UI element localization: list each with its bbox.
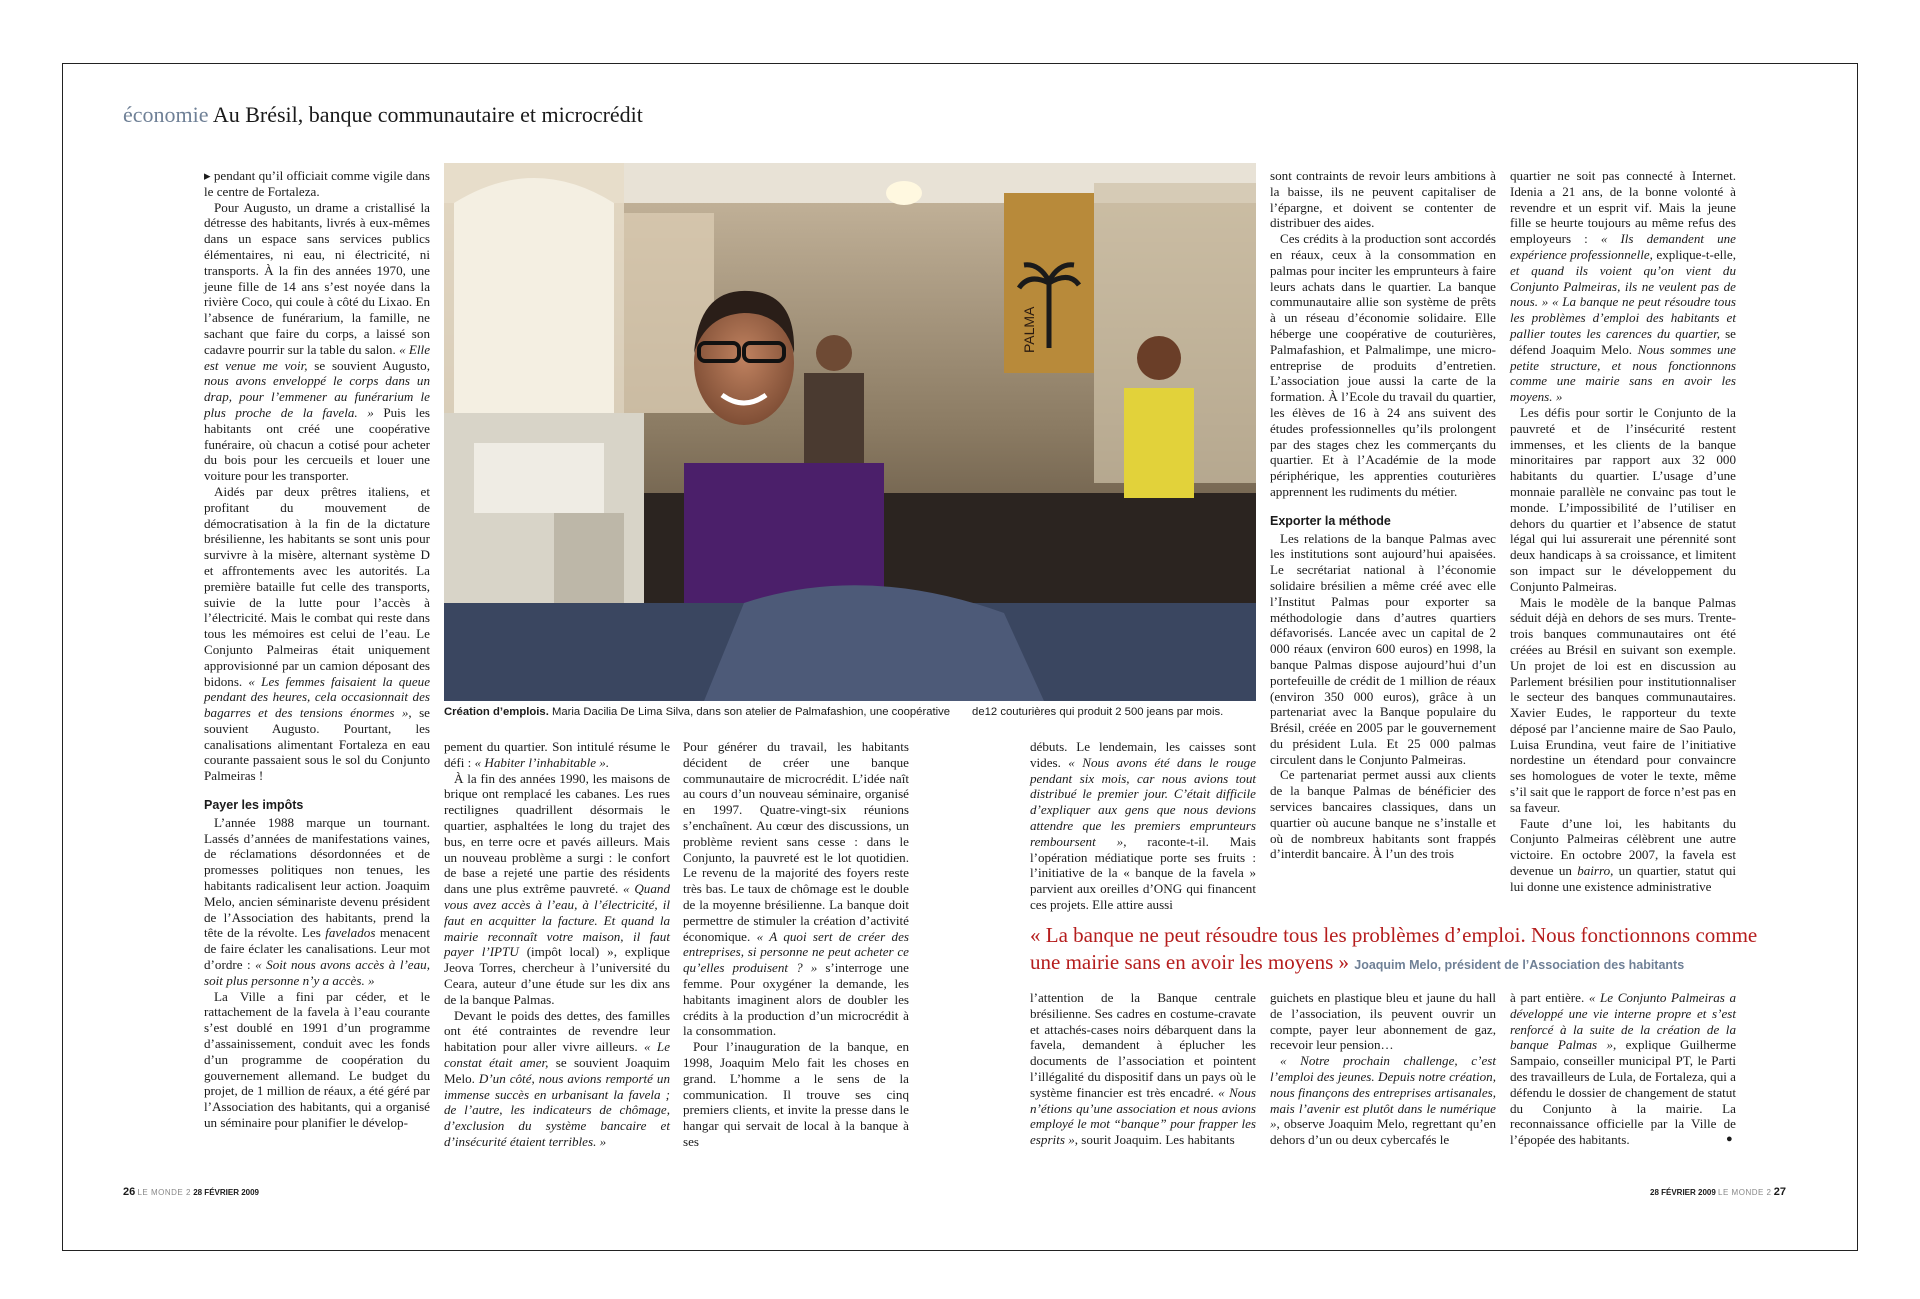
section-label: économie — [123, 102, 209, 127]
paragraph: Pour générer du travail, les habitants décident de créer une banque communautaire de microcrédit. L’idée naît au cours d’un nouveau séminaire, organisé en 1997. Quatre-vingt-six réunions s’enchaînent. Au cœur des discussions, un problème revient sans cesse : dans le Conjunto, la pauvreté est le lot quotidien. Le revenu de la majorité des foyers reste très bas. Le taux de chômage est le double de la moyenne brésilienne. La banque doit permettre de stimuler la création d’activité économique. « A quoi sert de créer des entreprises, si personne ne peut acheter ce qu’elles produisent ? » s’interroge une femme. Pour oxygéner la demande, les habitants imaginent alors de doubler les crédits à la production d’un microcrédit à la consommation. — [683, 739, 909, 1039]
publication-name: LE MONDE 2 — [1718, 1188, 1772, 1197]
column-2 — [444, 739, 670, 1150]
page-number: 27 — [1773, 1186, 1786, 1198]
paragraph: Mais le modèle de la banque Palmas séduit déjà en dehors de ses murs. Trente-trois banques communautaires ont été créées au Brésil en suivant son exemple. Un projet de loi est en discussion au Parlement brésilien pour institutionnaliser le secteur des banques communautaires. Xavier Eudes, le rapporteur du texte déposé par l’ancienne maire de Sao Paulo, Luisa Erundina, veut faire de l’initiative nordestine un étendard pour convaincre ses homologues de voter le texte, même s’il sait que le rapport de force n’est pas en sa faveur. — [1510, 594, 1736, 815]
footer-left — [123, 1186, 259, 1198]
paragraph: Les défis pour sortir le Conjunto de la pauvreté et de l’insécurité restent immenses, et les clients de la banque minoritaires par rapport aux 32 000 habitants du quartier. L’usage d’une monnaie parallèle ne convainc pas tout le monde. L’impossibilité de l’utiliser en dehors du quartier et l’absence de statut légal qui lui assurerait une pérennité sont deux handicaps à sa croissance, et limitent son impact sur le développement du Conjunto Palmeiras. — [1510, 404, 1736, 594]
paragraph: Faute d’une loi, les habitants du Conjunto Palmeiras célèbrent une autre victoire. En octobre 2007, la favela est devenue un bairro, un quartier, statut qui lui donne une existence administrative — [1510, 815, 1736, 894]
paragraph: À la fin des années 1990, les maisons de brique ont remplacé les cabanes. Les rues rectilignes quadrillent désormais le quartier, asphaltées le long du trajet des bus, en terre ocre et pavés ailleurs. Mais un nouveau problème a surgi : le confort de base a rejeté une partie des résidents dans une plus extrême pauvreté. « Quand vous avez accès à l’eau, à l’électricité, il faut en acquitter la facture. Et quand la mairie reconnaît votre maison, il faut payer l’IPTU (impôt local) », explique Jeova Torres, chercheur à l’université du Ceara, auteur d’une étude sur les dix ans de la banque Palmas. — [444, 770, 670, 1007]
paragraph: pement du quartier. Son intitulé résume le défi : « Habiter l’inhabitable ». — [444, 739, 670, 770]
workshop-photo — [444, 163, 1256, 701]
page-header — [123, 102, 643, 128]
issue-date: 28 FÉVRIER 2009 — [193, 1188, 259, 1197]
pull-quote-attribution: Joaquim Melo, président de l’Association des habitants — [1354, 958, 1685, 972]
paragraph: L’année 1988 marque un tournant. Lassés d’années de manifestations vaines, de réclamations désordonnées et de promesses politiques non tenues, les habitants radicalisent leur action. Joaquim Melo, ancien séminariste devenu président de l’Association des habitants, prend la tête de la révolte. Les favelados menacent de faire éclater les canalisations. Leur mot d’ordre : « Soit nous avons accès à l’eau, soit plus personne n’y a accès. » — [204, 814, 430, 988]
paragraph: quartier ne soit pas connecté à Internet. Idenia a 21 ans, de la bonne volonté à revendre et un esprit vif. Mais la jeune fille se heurte toujours au même refus des employeurs : « Ils demandent une expérience professionnelle, explique-t-elle, et quand ils voient qu’on vient du Conjunto Palmeiras, ils ne veulent pas de nous. » « La banque ne peut résoudre tous les problèmes d’emploi des habitants et pallier toutes les carences du quartier, se défend Joaquim Melo. Nous sommes une petite structure, et nous fonctionnons comme une mairie sans en avoir les moyens. » — [1510, 168, 1736, 405]
end-mark: ● — [1726, 1133, 1733, 1145]
paragraph: l’attention de la Banque centrale brésilienne. Ses cadres en costume-cravate et attachés-cases noirs débarquent dans la favela, demandent à éplucher les documents de l’association et pointent l’illégalité du dispositif dans un pays où le système financier est très encadré. « Nous n’étions qu’une association et nous avions employé le mot “banque” pour frapper les esprits », sourit Joaquim. Les habitants — [1030, 990, 1256, 1148]
paragraph: Pour Augusto, un drame a cristallisé la détresse des habitants, livrés à eux-mêmes dans un espace sans services publics élémentaires, ni eau, ni électricité, ni transports. À la fin des années 1970, une jeune fille de 14 ans s’est noyée dans la rivière Coco, qui coule à côté du Lixao. En l’absence de funérarium, la famille, ne sachant que faire du corps, a laissé son cadavre pourrir sur la table du salon. « Elle est venue me voir, se souvient Augusto, nous avons enveloppé le corps dans un drap, pour l’emmener au funérarium le plus proche de la favela. » Puis les habitants ont créé une coopérative funéraire, où chacun a cotisé pour acheter du bois pour les cercueils et louer une voiture pour les transporter. — [204, 199, 431, 484]
column-5 — [1270, 168, 1496, 862]
pull-quote — [1030, 922, 1760, 979]
paragraph: guichets en plastique bleu et jaune du hall de l’association, ils peuvent ouvrir un compte, payer leur abonnement de gaz, recevoir leur pension… — [1270, 990, 1496, 1053]
paragraph: Les relations de la banque Palmas avec les institutions sont aujourd’hui apaisées. Le secrétariat national à l’économie solidaire brésilien a même créé avec elle l’Institut Palmas pour exporter sa méthodologie dans d’autres quartiers défavorisés. Lancée avec un capital de 2 000 réaux (environ 600 euros) en 1998, la banque Palmas dispose aujourd’hui d’un portefeuille de crédit de 1 million de réaux (environ 350 000 euros), grâce à un partenariat avec la Banque populaire du Brésil, créée en 2005 par le gouvernement du président Lula. Et 25 000 palmas circulent dans le Conjunto Palmeiras. — [1270, 530, 1496, 767]
paragraph: Aidés par deux prêtres italiens, et profitant du mouvement de démocratisation à la fin de la dictature brésilienne, les habitants se sont unis pour survivre à la misère, alternant système D et affrontements avec les autorités. La première bataille fut celle des transports, suivie de la lutte pour l’accès à l’électricité. Mais le combat qui reste dans tous les mémoires est celui de l’eau. Le Conjunto Palmeiras était uniquement approvisionné par un camion déposant des bidons. « Les femmes faisaient la queue pendant des heures, cela occasionnait des bagarres et des tensions énormes », se souvient Augusto. Pourtant, les canalisations alimentant Fortaleza en eau courante passaient sous le sol du Conjunto Palmeiras ! — [204, 483, 431, 784]
paragraph: Ce partenariat permet aussi aux clients de la banque Palmas de bénéficier des services bancaires classiques, dans un quartier où aucune banque ne s’installe et où de nombreux habitants sont frappés d’interdit bancaire. À l’un des trois — [1270, 767, 1496, 862]
page-number: 26 — [123, 1186, 136, 1198]
pull-quote-text: « La banque ne peut résoudre tous les problèmes d’emploi. Nous fonctionnons comme une mairie sans en avoir les moyens » — [1030, 923, 1758, 974]
subheading: Payer les impôts — [204, 798, 304, 813]
column-3 — [683, 739, 909, 1150]
subheading: Exporter la méthode — [1270, 513, 1391, 528]
paragraph: débuts. Le lendemain, les caisses sont vides. « Nous avons été dans le rouge pendant six mois, car nous avions tout distribué le premier jour. C’était difficile d’expliquer aux gens que nous devions attendre que les premiers emprunteurs remboursent », raconte-t-il. Mais l’opération médiatique porte ses fruits : l’initiative de la « banque de la favela » parvient aux oreilles d’ONG qui financent ces projets. Elle attire aussi — [1030, 739, 1256, 912]
column-7 — [1030, 990, 1256, 1148]
paragraph: La Ville a fini par céder, et le rattachement de la favela à l’eau courante s’est doublé en 1991 d’un programme d’assainissement, conduit avec les fonds d’un programme de coopération du gouvernement allemand. Le budget du projet, de 1 million de réaux, a été géré par l’Association des habitants, qui a organisé un séminaire pour planifier le dévelop- — [204, 988, 430, 1131]
paragraph: Ces crédits à la production sont accordés en réaux, ceux à la consommation en palmas pour inciter les emprunteurs à faire leurs achats dans le quartier. La banque communautaire allie son système de prêts à un réseau d’économie solidaire. Elle héberge une coopérative de couturières, Palmafashion, et Palmalimpe, une micro-entreprise de produits d’entretien. L’association joue aussi la carte de la formation. À l’Ecole du travail du quartier, les élèves de 16 à 24 ans suivent des études professionnelles qu’ils prolongent par des stages chez les commerçants du quartier. Et à l’Académie de la mode périphérique, les apprenties couturières apprennent les rudiments du métier. — [1270, 231, 1496, 499]
banner-label: PALMA — [1021, 306, 1037, 353]
footer-right — [1650, 1186, 1786, 1198]
paragraph: à part entière. « Le Conjunto Palmeiras a développé une vie interne propre et s’est renforcé à la suite de la création de la banque Palmas », explique Guilherme Sampaio, conseiller municipal PT, le Parti des travailleurs de Lula, de Fortaleza, qui a défendu le dossier de changement de statut du Conjunto à la mairie. La reconnaissance officielle par la Ville de l’épopée des habitants. — [1510, 990, 1737, 1148]
photo-caption: Création d’emplois. Maria Dacilia De Lima Silva, dans son atelier de Palmafashion, une coopérative de12 couturières qui produit 2 500 jeans par mois. — [444, 706, 1224, 718]
article-photo — [444, 163, 1256, 701]
paragraph: « Notre prochain challenge, c’est l’emploi des jeunes. Depuis notre création, nous finançons des entreprises artisanales, mais l’avenir est plutôt dans le numérique », observe Joaquim Melo, regrettant qu’en dehors d’un ou deux cybercafés le — [1270, 1053, 1496, 1148]
paragraph: ▸ pendant qu’il officiait comme vigile dans le centre de Fortaleza. — [204, 168, 430, 199]
publication-name: LE MONDE 2 — [137, 1188, 191, 1197]
column-1 — [204, 168, 430, 1131]
column-4 — [1030, 739, 1256, 913]
paragraph: Pour l’inauguration de la banque, en 1998, Joaquim Melo fait les choses en grand. L’homme a le sens de la communication. Il trouve ses cinq premiers clients, et invite la presse dans le hangar qui servait de local à la banque à ses — [683, 1039, 909, 1149]
paragraph: Devant le poids des dettes, des familles ont été contraintes de revendre leur habitation pour aller vivre ailleurs. « Le constat était amer, se souvient Joaquim Melo. D’un côté, nous avions remporté un immense succès en urbanisant la favela ; de l’autre, les indicateurs de chômage, d’exclusion du système bancaire et d’insécurité étaient terribles. » — [444, 1007, 671, 1149]
column-8 — [1270, 990, 1496, 1148]
column-6 — [1510, 168, 1736, 895]
paragraph: sont contraints de revoir leurs ambitions à la baisse, ils ne peuvent capitaliser de l’épargne, et doivent se contenter de distribuer des aides. — [1270, 168, 1496, 231]
article-title: Au Brésil, banque communautaire et microcrédit — [212, 102, 643, 127]
issue-date: 28 FÉVRIER 2009 — [1650, 1188, 1716, 1197]
column-9 — [1510, 990, 1736, 1148]
